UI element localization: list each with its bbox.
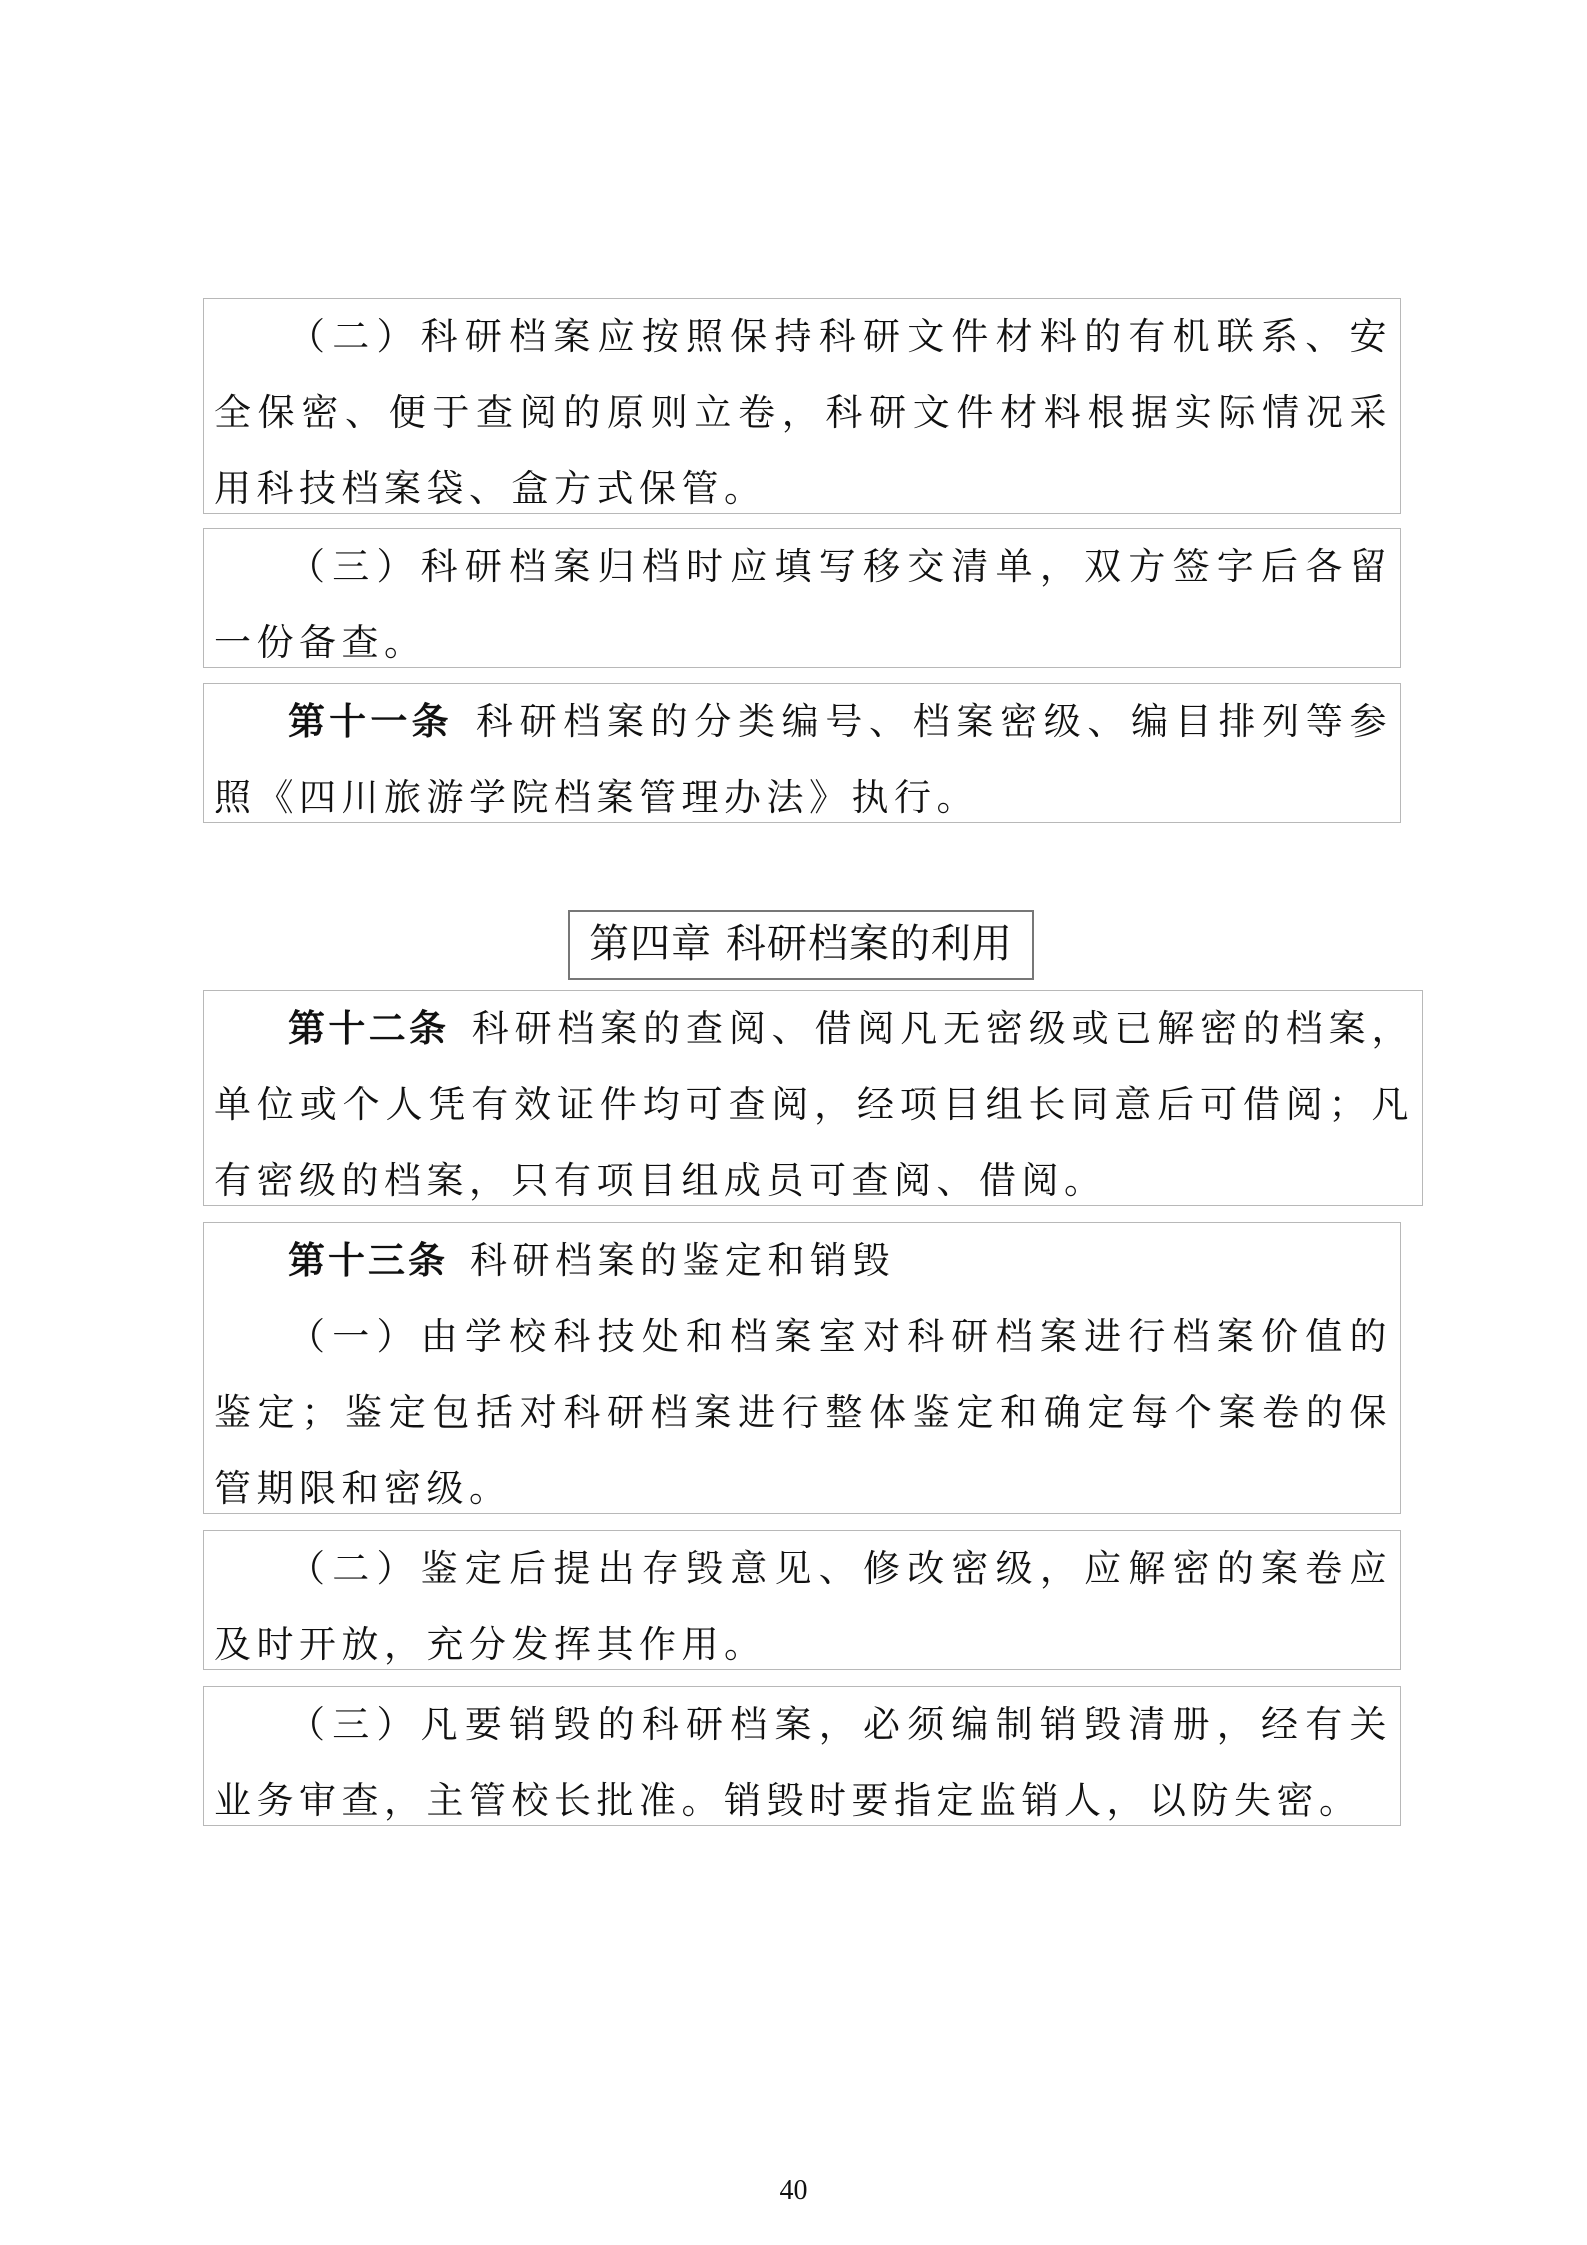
paragraph-box — [203, 1686, 1401, 1826]
paragraph-text: （三）科研档案归档时应填写移交清单，双方签字后各留一份备查。 — [214, 545, 1392, 664]
article-13-box — [203, 1222, 1401, 1514]
article-12-box — [203, 990, 1423, 1206]
paragraph-text: （一）由学校科技处和档案室对科研档案进行档案价值的鉴定；鉴定包括对科研档案进行整体鉴定和确定每个案卷的保管期限和密级。 — [214, 1315, 1392, 1510]
paragraph-text: 科研档案的查阅、借阅凡无密级或已解密的档案，单位或个人凭有效证件均可查阅，经项目组长同意后可借阅；凡有密级的档案，只有项目组成员可查阅、借阅。 — [214, 1007, 1415, 1202]
paragraph-box — [203, 298, 1401, 514]
paragraph-text: 科研档案的鉴定和销毁 — [470, 1239, 895, 1282]
paragraph-text: （二）科研档案应按照保持科研文件材料的有机联系、安全保密、便于查阅的原则立卷，科研文件材料根据实际情况采用科技档案袋、盒方式保管。 — [214, 315, 1392, 510]
paragraph-text: （三）凡要销毁的科研档案，必须编制销毁清册，经有关业务审查，主管校长批准。销毁时要指定监销人，以防失密。 — [214, 1703, 1392, 1822]
chapter-heading: 第四章 科研档案的利用 — [568, 910, 1034, 980]
article-number: 第十一条 — [288, 700, 453, 743]
paragraph-box — [203, 1530, 1401, 1670]
article-11-box — [203, 683, 1401, 823]
paragraph-box — [203, 528, 1401, 668]
page-number: 40 — [779, 2175, 808, 2206]
paragraph-text: （二）鉴定后提出存毁意见、修改密级，应解密的案卷应及时开放，充分发挥其作用。 — [214, 1547, 1392, 1666]
article-number: 第十三条 — [288, 1239, 448, 1282]
paragraph-text: 科研档案的分类编号、档案密级、编目排列等参照《四川旅游学院档案管理办法》执行。 — [214, 700, 1393, 819]
article-number: 第十二条 — [288, 1007, 450, 1050]
